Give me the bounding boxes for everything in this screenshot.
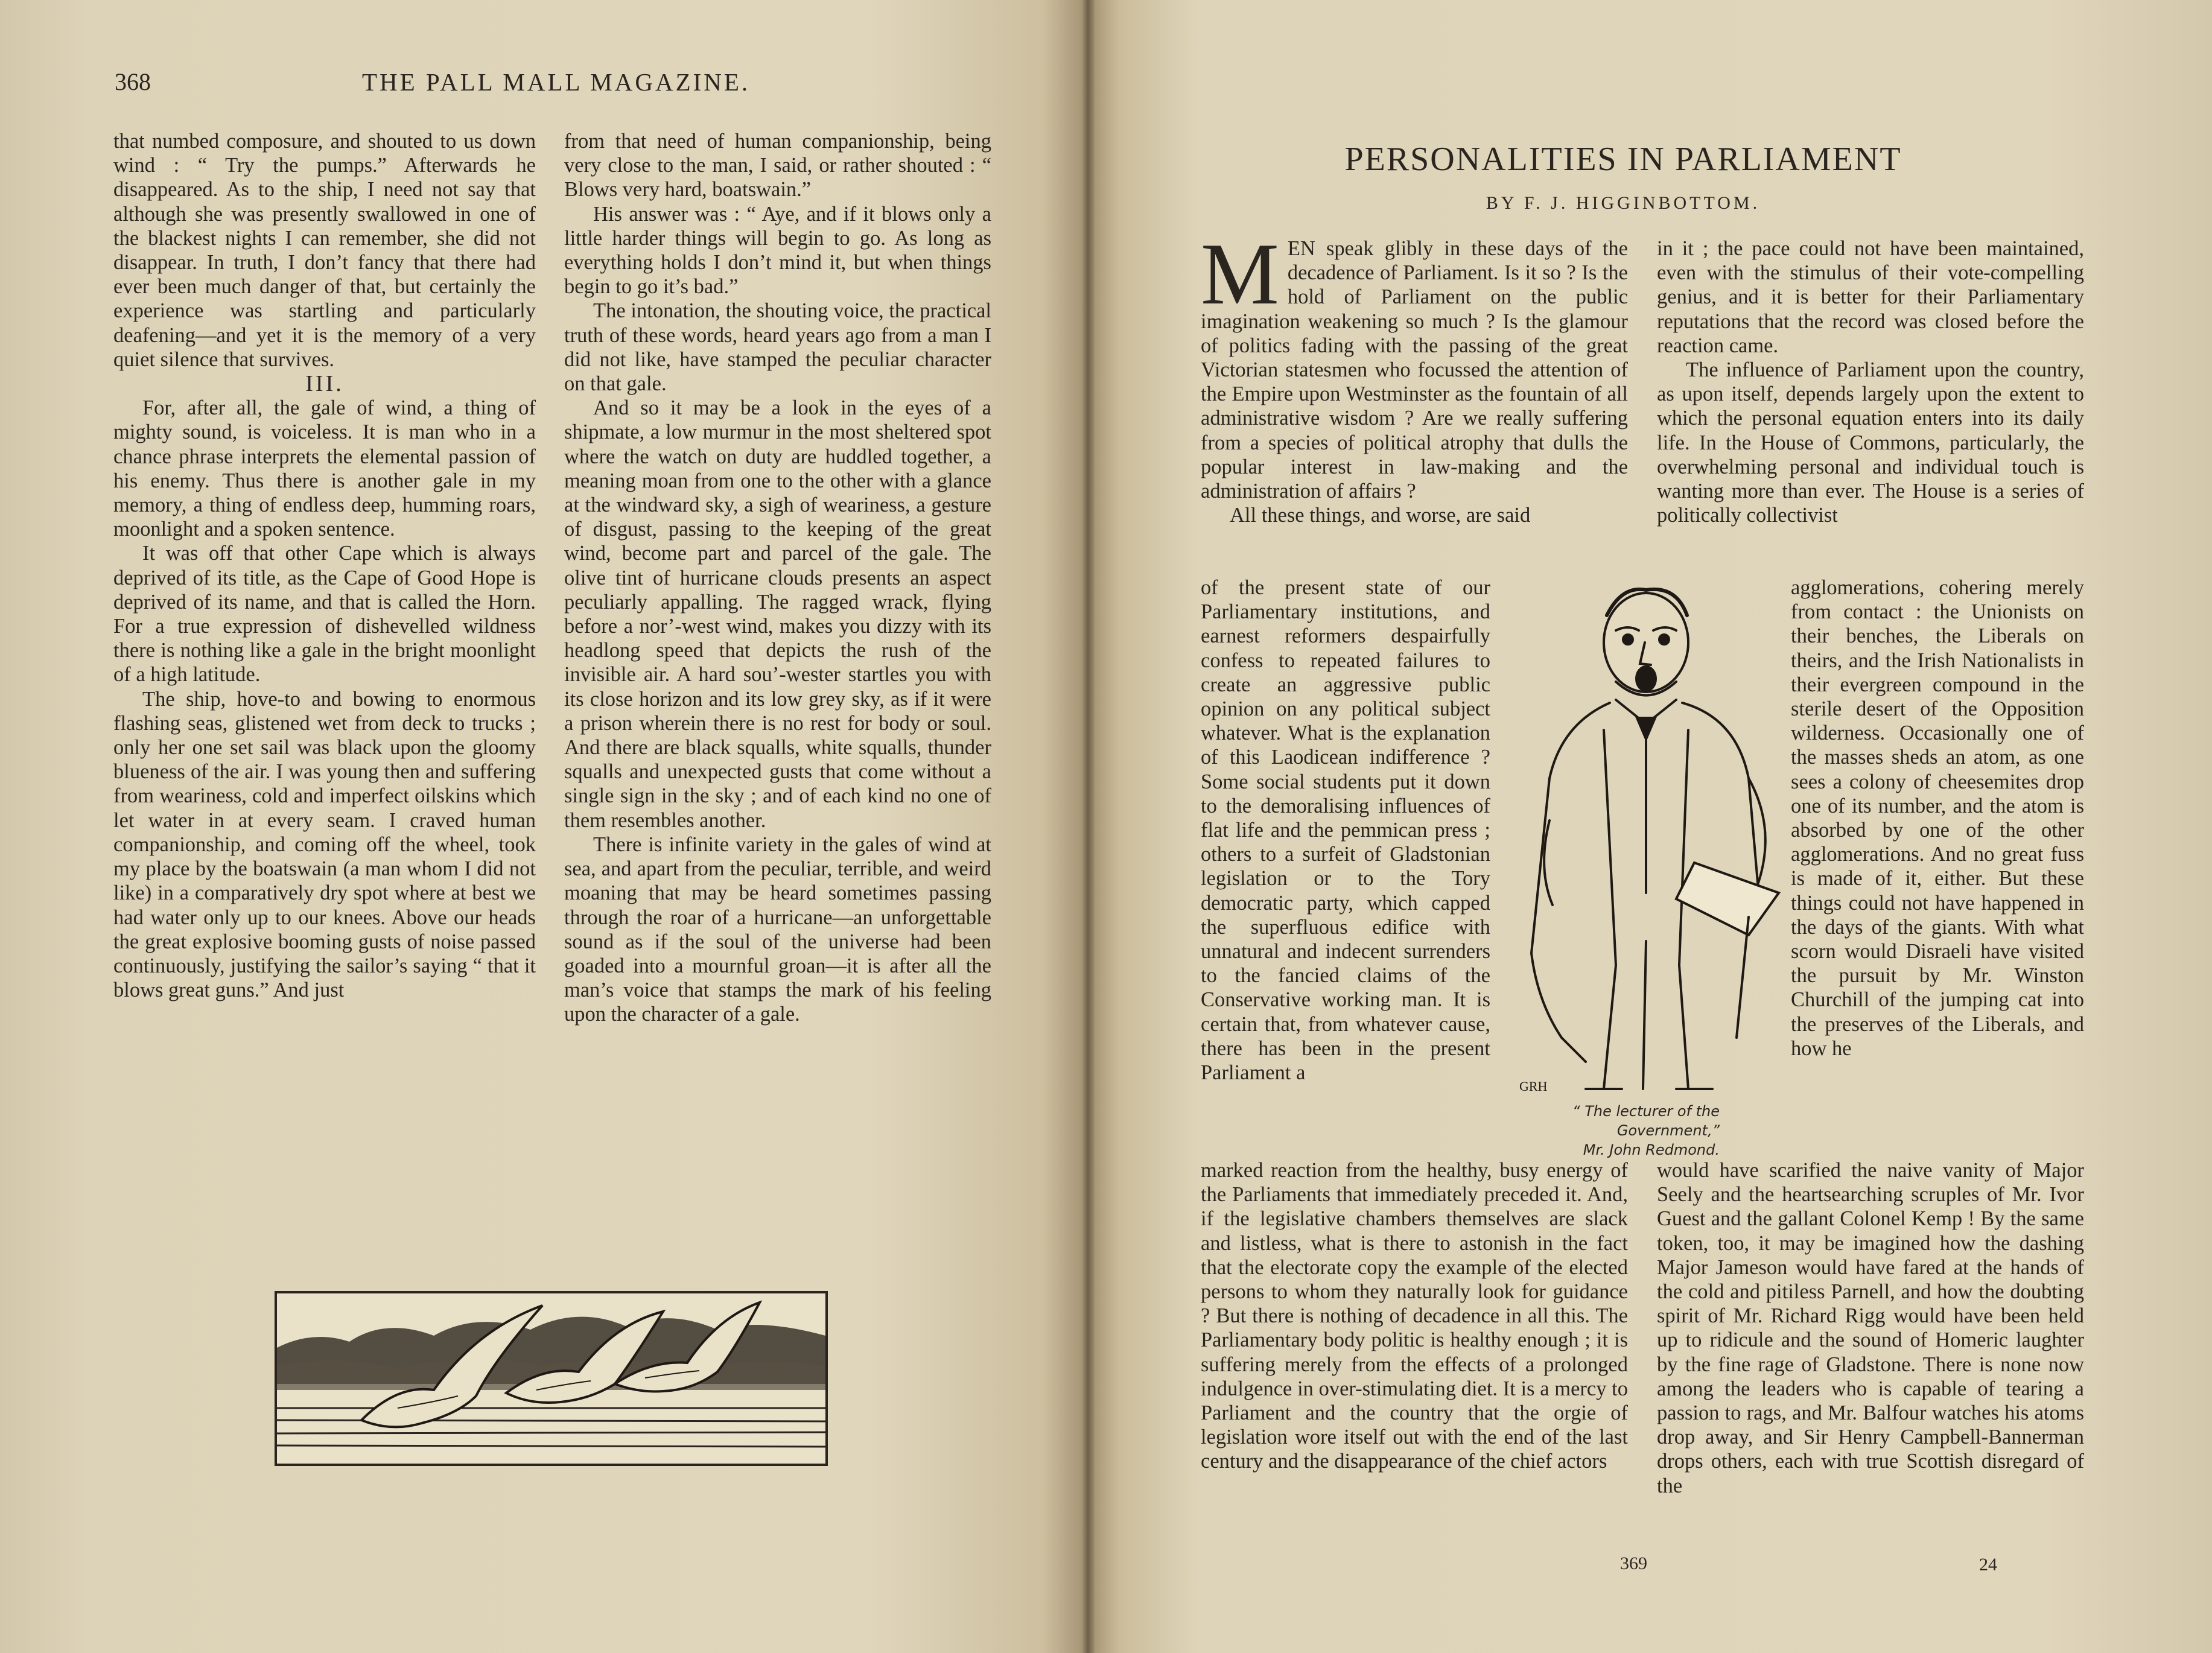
page-number-right: 369 [1620, 1553, 1647, 1573]
seabirds-engraving [277, 1293, 825, 1464]
caption-line-2: Mr. John Redmond. [1583, 1141, 1720, 1158]
right-column-1-top [1201, 225, 1628, 527]
paragraph: And so it may be a look in the eyes of a shipmate, a low murmur in the most sheltered spot where the watch on duty are huddled together, a meaning moan from one to the other with a glance at the windward sky, a sigh of weariness, a gesture of disgust, passing to the keeping of the great wind, become part and parcel of the gale. The olive tint of hurricane clouds presents an aspect peculiarly appalling. The ragged wrack, flying before a nor’-west wind, makes you dizzy with its headlong speed that depicts the rush of the invisible air. A hard sou’-wester startles you with its close horizon and its low grey sky, as if it were a prison wherein there is no rest for body or soul. And there are black squalls, white squalls, thunder squalls and unexpected gusts that come without a single sign in the sky ; and of each kind no one of them resembles another. [564, 396, 991, 832]
paragraph: in it ; the pace could not have been maintained, even with the stimulus of their vote-compelling genius, and it is better for their Parliamentary reputations that the record was closed before the reaction came. [1657, 237, 2084, 357]
opening-paragraph [1201, 225, 1628, 503]
paragraph: marked reaction from the healthy, busy energy of the Parliaments that immediately preceded it. And, if the legislative chambers themselves are slack and listless, what is there to astonish in the fact that the electorate copy the example of the elected persons to whom they naturally look for guidance ? But there is nothing of decadence in all this. The Parliamentary body politic is healthy enough ; it is suffering merely from the effects of a prolonged indulgence in over-stimulating diet. It is a mercy to Parliament and the country that the orgie of legislation wore itself out with the end of the last century and the disappearance of the chief actors [1201, 1159, 1628, 1473]
artist-initials: GRH [1519, 1079, 1548, 1094]
figure-caption [1502, 1102, 1720, 1160]
paragraph: The influence of Parliament upon the country, as upon itself, depends largely upon the extent to which the personal equation enters into its daily life. In the House of Commons, particularly, the overwhelming personal and individual touch is wanting more than ever. The House is a series of politically collectivist [1657, 358, 2084, 527]
right-column-1-wrap [1201, 576, 1490, 1085]
byline: BY F. J. HIGGINBOTTOM. [1486, 193, 1761, 213]
left-page [0, 0, 1086, 1653]
paragraph: would have scarified the naive vanity of Major Seely and the heartsearching scruples of Mr. Ivor Guest and the gallant Colonel Kemp ! By the same token, too, it may be imagined how the dashing Major Jameson would have fared at the hands of the cold and pitiless Parnell, and how the doubting spirit of Mr. Richard Rigg would have been held up to ridicule and the sound of Homeric laughter by the fine rage of Gladstone. There is none now among the leaders who is capable of tearing a passion to rags, and Mr. Balfour watches his atoms drop away, and Sir Henry Campbell-Bannerman drops others, each with true Scottish disregard of the [1657, 1159, 2084, 1497]
paragraph: The ship, hove-to and bowing to enormous flashing seas, glistened wet from deck to trucks ; only her one set sail was black upon the gloomy blueness of the air. I was young then and suffering from weariness, cold and imperfect oilskins which let water in at every seam. I craved human companionship, and coming off the wheel, took my place by the boatswain (a man whom I did not like) in a comparatively dry spot where at best we had water only up to our knees. Above our heads the great explosive booming gusts of noise passed continuously, justifying the sailor’s saying “ that it blows great guns.” And just [113, 687, 536, 1002]
right-column-1-bottom [1201, 1158, 1628, 1474]
right-column-2-bottom [1657, 1158, 2084, 1498]
caption-line-1: “ The lecturer of the Government,” [1572, 1103, 1720, 1139]
paragraph: The intonation, the shouting voice, the practical truth of these words, heard years ago from a man I did not like, have stamped the peculiar character on that gale. [564, 299, 991, 396]
section-number: III. [305, 371, 344, 397]
article-title: PERSONALITIES IN PARLIAMENT [1344, 141, 1902, 178]
paragraph: There is infinite variety in the gales of wind at sea, and apart from the peculiar, terrible, and weird moaning that may be heard sometimes passing through the roar of a hurricane—an unforgettable sound as if the soul of the universe had been goaded into a mournful groan—it is after all the man’s voice that stamps the mark of his feeling upon the character of a gale. [564, 833, 991, 1026]
running-head: THE PALL MALL MAGAZINE. [362, 68, 751, 96]
paragraph: It was off that other Cape which is always deprived of its title, as the Cape of Good Hope is deprived of its name, and that is called the Horn. For a true expression of dishevelled wildness there is nothing like a gale in the bright moonlight of a high latitude. [113, 542, 536, 687]
page-number-left: 368 [115, 68, 151, 95]
right-column-2-wrap [1791, 576, 2084, 1061]
left-column-2 [564, 129, 991, 1027]
paragraph: that numbed composure, and shouted to us down wind : “ Try the pumps.” Afterwards he disappeared. As to the ship, I need not say that although she was presently swallowed in one of the blackest nights I can remember, she did not disappear. In truth, I don’t fancy that there had ever been much danger of that, but certainly the experience was startling and particularly deafening—and yet it is the memory of a very quiet silence that survives. [113, 130, 536, 371]
left-column-1 [113, 129, 536, 1002]
paragraph: For, after all, the gale of wind, a thing of mighty sound, is voiceless. It is man who in a chance phrase interprets the elemental passion of his enemy. Thus there is another gale in my memory, a thing of endless deep, humming roars, moonlight and a spoken sentence. [113, 396, 536, 541]
signature-mark: 24 [1979, 1555, 1997, 1575]
paragraph: agglomerations, cohering merely from contact : the Unionists on their benches, the Liberals on theirs, and the Irish Nationalists in their evergreen compound in the sterile desert of the Opposition wilderness. Occasionally one of the masses sheds an atom, as one sees a colony of cheesemites drop one of its number, and the atom is absorbed by one of the other agglomerations. And no great fuss is made of it, either. But these things could not have happened in the days of the giants. With what scorn would Disraeli have visited the pursuit by Mr. Winston Churchill of the jumping cat into the preserves of the Liberals, and how he [1791, 576, 2084, 1060]
drop-cap: M [1201, 225, 1279, 323]
paragraph: All these things, and worse, are said [1230, 504, 1531, 527]
redmond-caricature [1495, 579, 1809, 1098]
paragraph: of the present state of our Parliamentary institutions, and earnest reformers despairfully confess to repeated failures to create an aggressive public opinion on any political subject whatever. What is the explanation of this Laodicean indifference ? Some social students put it down to the demoralising influences of flat life and the pemmican press ; others to a surfeit of Gladstonian legislation or to the Tory democratic party, which capped the superfluous edifice with unnatural and indecent surrenders to the fancied claims of the Conservative working man. It is certain that, from whatever cause, there has been in the present Parliament a [1201, 576, 1490, 1085]
book-gutter [1081, 0, 1095, 1653]
paragraph: His answer was : “ Aye, and if it blows only a little harder things will begin to go. As long as everything holds I don’t mind it, but when things begin to go it’s bad.” [564, 202, 991, 299]
seabirds-illustration [275, 1291, 828, 1466]
right-column-2-top [1657, 236, 2084, 527]
paragraph: from that need of human companionship, being very close to the man, I said, or rather shouted : “ Blows very hard, boatswain.” [564, 130, 991, 201]
paragraph-text: EN speak glibly in these days of the decadence of Parliament. Is it so ? Is the hold of Parliament on the public imagination weakening so much ? Is the glamour of politics fading with the passing of the great Victorian statesmen who focussed the attention of the Empire upon Westminster as the fountain of all administrative wisdom ? Are we really suffering from a species of political atrophy that dulls the popular interest in law-making and the administration of affairs ? [1201, 237, 1628, 503]
caricature-figure [1495, 579, 1809, 1146]
